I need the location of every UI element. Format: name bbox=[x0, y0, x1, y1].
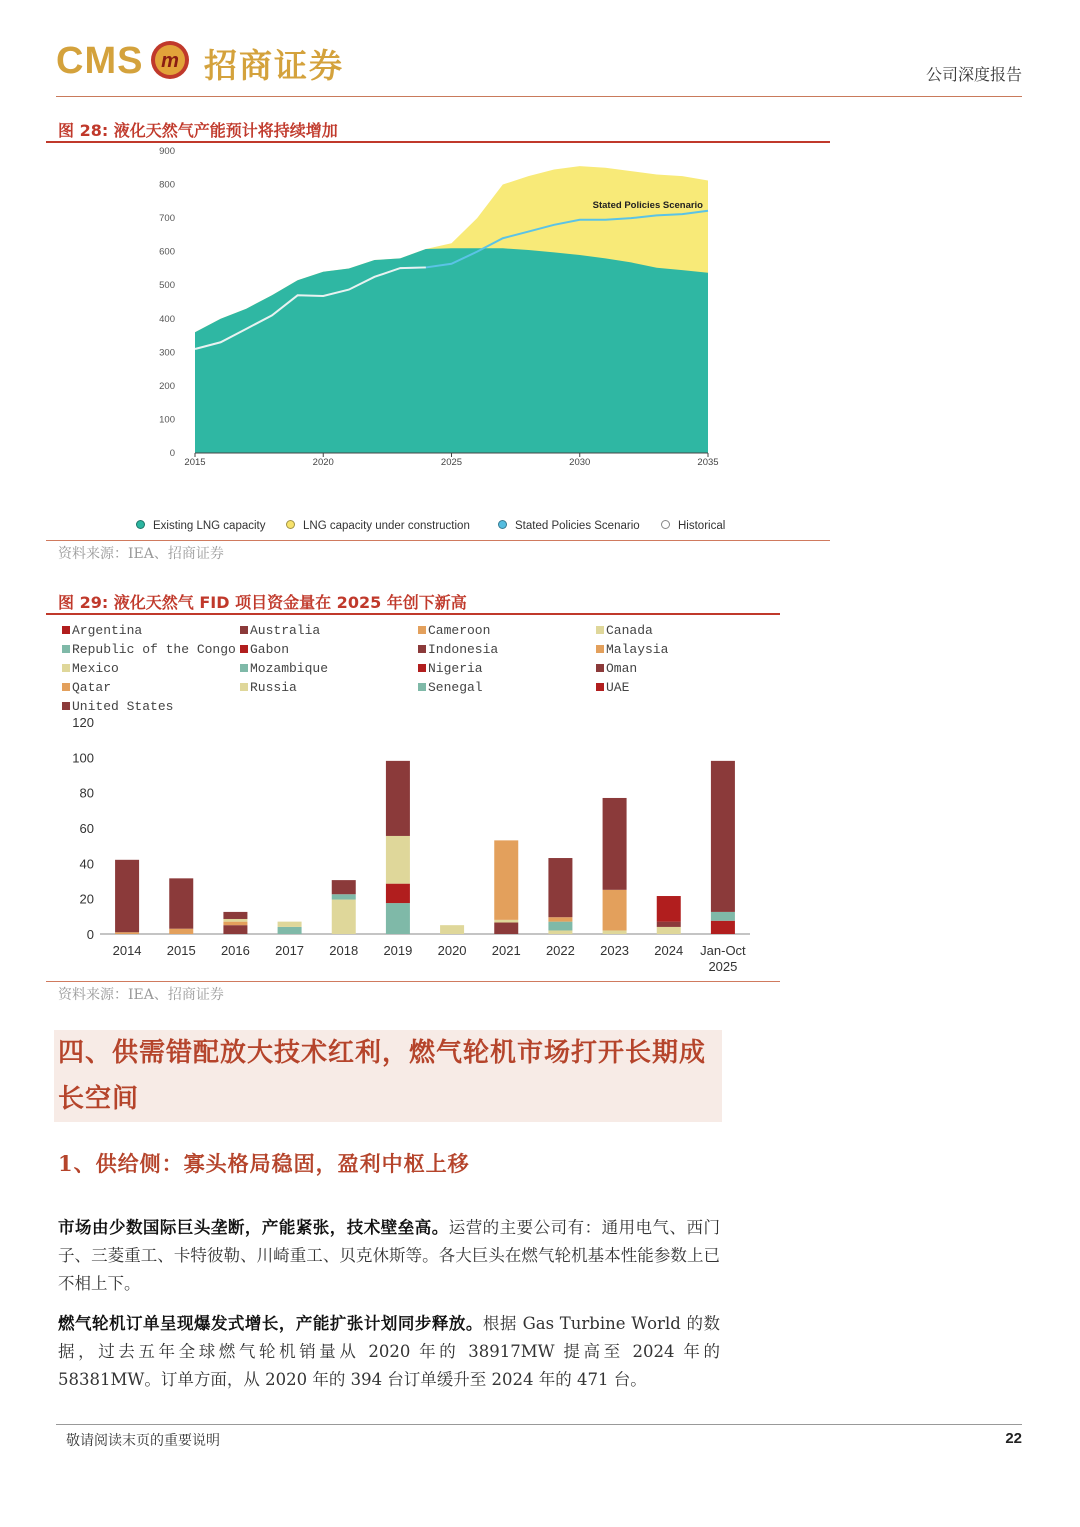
bar-segment bbox=[115, 860, 139, 932]
y-tick-label: 700 bbox=[159, 213, 175, 225]
y-tick-label: 100 bbox=[72, 750, 94, 766]
bar-segment bbox=[494, 923, 518, 934]
legend-swatch-icon bbox=[418, 645, 426, 653]
legend-label: Existing LNG capacity bbox=[153, 520, 266, 532]
y-tick-label: 500 bbox=[159, 280, 175, 292]
bar-segment bbox=[548, 858, 572, 917]
legend-swatch-icon bbox=[596, 645, 604, 653]
bar-segment bbox=[332, 880, 356, 894]
page-number: 22 bbox=[1005, 1430, 1022, 1447]
x-tick-label: 2014 bbox=[112, 943, 142, 958]
figure29-title: 图 29: 液化天然气 FID 项目资金量在 2025 年创下新高 bbox=[58, 593, 467, 612]
legend-item bbox=[498, 520, 640, 532]
legend-dot-icon bbox=[136, 520, 145, 529]
legend-item bbox=[62, 680, 111, 695]
figure28-legend bbox=[136, 520, 826, 536]
x-tick-label: 2035 bbox=[697, 457, 719, 468]
legend-label: Qatar bbox=[72, 680, 112, 695]
bar-segment bbox=[548, 922, 572, 931]
logo-cms-text: CMS bbox=[56, 40, 144, 82]
legend-dot-icon bbox=[498, 520, 507, 529]
legend-swatch-icon bbox=[62, 664, 70, 672]
bar-segment bbox=[169, 929, 193, 934]
logo-badge-icon bbox=[150, 40, 190, 80]
x-tick-label: 2020 bbox=[312, 457, 334, 468]
legend-label: Republic of the Congo bbox=[72, 642, 236, 657]
y-tick-label: 300 bbox=[159, 347, 175, 359]
figure29-chart bbox=[60, 715, 780, 977]
figure28-bottom-rule bbox=[46, 540, 830, 541]
area-existing-capacity bbox=[195, 248, 708, 453]
legend-label: Australia bbox=[250, 623, 321, 638]
section-title: 四、供需错配放大技术红利，燃气轮机市场打开长期成长空间 bbox=[58, 1038, 707, 1114]
x-tick-label: 2021 bbox=[491, 943, 521, 958]
x-tick-label: 2019 bbox=[383, 943, 413, 958]
paragraph-1 bbox=[58, 1214, 720, 1298]
legend-label: Cameroon bbox=[428, 623, 491, 638]
x-tick-label: 2015 bbox=[166, 943, 196, 958]
legend-item bbox=[136, 520, 266, 532]
legend-swatch-icon bbox=[62, 702, 70, 710]
bar-segment bbox=[494, 840, 518, 920]
legend-swatch-icon bbox=[596, 683, 604, 691]
logo-badge-letter: m bbox=[161, 50, 179, 72]
bar-segment bbox=[386, 884, 410, 903]
legend-item bbox=[62, 661, 119, 676]
legend-label: Senegal bbox=[428, 680, 483, 695]
legend-item bbox=[418, 661, 483, 676]
bar-segment bbox=[386, 761, 410, 836]
y-tick-label: 60 bbox=[79, 821, 94, 836]
legend-item bbox=[418, 623, 490, 638]
bar-segment bbox=[440, 925, 464, 934]
legend-item bbox=[62, 699, 173, 714]
paragraph-2-body: 根据 Gas Turbine World 的数据，过去五年全球燃气轮机销量从 2020 年的 38917MW 提高至 2024 年的 58381MW。订单方面，从 2020 年的 394 台订单缓升至 2024 年的 471 台。 bbox=[58, 1314, 721, 1389]
x-tick-label: 2022 bbox=[545, 943, 575, 958]
y-tick-label: 100 bbox=[159, 414, 175, 426]
y-tick-label: 200 bbox=[159, 380, 175, 392]
legend-label: Mozambique bbox=[250, 661, 329, 676]
bar-segment bbox=[494, 920, 518, 923]
legend-label: United States bbox=[72, 699, 174, 714]
x-tick-label: 2025 bbox=[440, 457, 463, 468]
paragraph-1-body: 运营的主要公司有：通用电气、西门子、三菱重工、卡特彼勒、川崎重工、贝克休斯等。各大巨头在燃气轮机基本性能参数上已不相上下。 bbox=[58, 1218, 721, 1293]
legend-label: UAE bbox=[606, 680, 630, 695]
legend-label: Oman bbox=[606, 661, 638, 676]
legend-item bbox=[62, 642, 236, 657]
figure29-legend bbox=[62, 623, 772, 718]
bar-segment bbox=[223, 925, 247, 934]
legend-swatch-icon bbox=[240, 645, 248, 653]
legend-swatch-icon bbox=[62, 645, 70, 653]
bar-segment bbox=[711, 912, 735, 921]
legend-swatch-icon bbox=[240, 664, 248, 672]
x-tick-label: 2025 bbox=[708, 959, 738, 974]
bar-segment bbox=[223, 922, 247, 926]
x-tick-label: 2018 bbox=[329, 943, 359, 958]
y-tick-label: 120 bbox=[72, 715, 94, 730]
legend-item bbox=[596, 642, 668, 657]
paragraph-1-lead: 市场由少数国际巨头垄断，产能紧张，技术壁垒高。 bbox=[58, 1218, 449, 1237]
paragraph-2-lead: 燃气轮机订单呈现爆发式增长，产能扩张计划同步释放。 bbox=[58, 1314, 483, 1333]
legend-dot-icon bbox=[286, 520, 295, 529]
legend-item bbox=[596, 680, 629, 695]
legend-label: Russia bbox=[250, 680, 297, 695]
y-tick-label: 20 bbox=[79, 891, 94, 907]
y-tick-label: 40 bbox=[79, 856, 94, 872]
legend-item bbox=[596, 623, 653, 638]
legend-label: Canada bbox=[606, 623, 653, 638]
legend-swatch-icon bbox=[418, 664, 426, 672]
legend-swatch-icon bbox=[240, 683, 248, 691]
legend-label: Indonesia bbox=[428, 642, 499, 657]
y-tick-label: 80 bbox=[79, 785, 94, 801]
legend-label: Mexico bbox=[72, 661, 119, 676]
x-tick-label: 2017 bbox=[275, 943, 305, 958]
footer-note: 敬请阅读末页的重要说明 bbox=[66, 1433, 220, 1449]
legend-item bbox=[240, 623, 320, 638]
x-tick-label: Jan-Oct bbox=[700, 943, 746, 958]
x-tick-label: 2023 bbox=[600, 943, 630, 958]
legend-swatch-icon bbox=[596, 664, 604, 672]
bar-segment bbox=[332, 900, 356, 934]
bar-segment bbox=[548, 930, 572, 934]
legend-dot-icon bbox=[661, 520, 670, 529]
bar-segment bbox=[711, 921, 735, 934]
figure28-source: 资料来源：IEA、招商证券 bbox=[58, 546, 224, 562]
legend-item bbox=[286, 520, 470, 532]
legend-item bbox=[661, 520, 725, 532]
logo-cn-text: 招商证券 bbox=[204, 46, 344, 85]
legend-swatch-icon bbox=[418, 626, 426, 634]
chart-annotation: Stated Policies Scenario bbox=[592, 200, 703, 211]
legend-label: LNG capacity under construction bbox=[303, 520, 470, 532]
legend-label: Nigeria bbox=[428, 661, 483, 676]
footer-divider bbox=[56, 1424, 1022, 1425]
bar-segment bbox=[603, 798, 627, 890]
legend-label: Argentina bbox=[72, 623, 143, 638]
legend-item bbox=[240, 642, 289, 657]
legend-swatch-icon bbox=[62, 626, 70, 634]
y-tick-label: 0 bbox=[169, 448, 175, 459]
bar-segment bbox=[332, 894, 356, 899]
bar-segment bbox=[657, 922, 681, 927]
legend-item bbox=[418, 680, 483, 695]
x-tick-label: 2020 bbox=[437, 943, 467, 958]
report-type: 公司深度报告 bbox=[925, 65, 1022, 84]
x-tick-label: 2030 bbox=[569, 457, 591, 468]
y-tick-label: 600 bbox=[159, 246, 175, 258]
figure28-chart bbox=[130, 143, 730, 473]
bar-segment bbox=[603, 930, 627, 934]
legend-swatch-icon bbox=[596, 626, 604, 634]
bar-segment bbox=[386, 836, 410, 884]
paragraph-2 bbox=[58, 1310, 720, 1394]
bar-segment bbox=[223, 919, 247, 922]
bar-segment bbox=[603, 890, 627, 931]
y-tick-label: 900 bbox=[159, 146, 175, 157]
figure29-source: 资料来源：IEA、招商证券 bbox=[58, 987, 224, 1003]
y-tick-label: 0 bbox=[86, 927, 94, 942]
x-tick-label: 2015 bbox=[184, 457, 206, 468]
legend-item bbox=[418, 642, 498, 657]
legend-label: Gabon bbox=[250, 642, 290, 657]
bar-segment bbox=[223, 912, 247, 919]
bar-segment bbox=[278, 927, 302, 934]
y-tick-label: 800 bbox=[159, 179, 175, 191]
legend-item bbox=[240, 680, 297, 695]
legend-item bbox=[240, 661, 328, 676]
legend-label: Stated Policies Scenario bbox=[515, 520, 640, 532]
bar-segment bbox=[386, 903, 410, 934]
subsection-title: 1、供给侧：寡头格局稳固，盈利中枢上移 bbox=[58, 1151, 470, 1176]
bar-segment bbox=[657, 896, 681, 922]
legend-label: Historical bbox=[678, 520, 726, 532]
legend-item bbox=[62, 623, 142, 638]
bar-segment bbox=[711, 761, 735, 912]
figure28-title: 图 28: 液化天然气产能预计将持续增加 bbox=[58, 121, 338, 140]
bar-segment bbox=[169, 878, 193, 928]
legend-swatch-icon bbox=[62, 683, 70, 691]
x-tick-label: 2016 bbox=[220, 943, 250, 958]
y-tick-label: 400 bbox=[159, 313, 175, 325]
legend-swatch-icon bbox=[418, 683, 426, 691]
bar-segment bbox=[548, 917, 572, 921]
header-divider bbox=[56, 96, 1022, 97]
legend-label: Malaysia bbox=[606, 642, 669, 657]
legend-swatch-icon bbox=[240, 626, 248, 634]
figure29-title-rule bbox=[46, 613, 780, 615]
bar-segment bbox=[278, 922, 302, 927]
figure29-bottom-rule bbox=[46, 981, 780, 982]
legend-item bbox=[596, 661, 637, 676]
x-tick-label: 2024 bbox=[654, 943, 684, 958]
bar-segment bbox=[657, 927, 681, 934]
bar-segment bbox=[115, 932, 139, 934]
